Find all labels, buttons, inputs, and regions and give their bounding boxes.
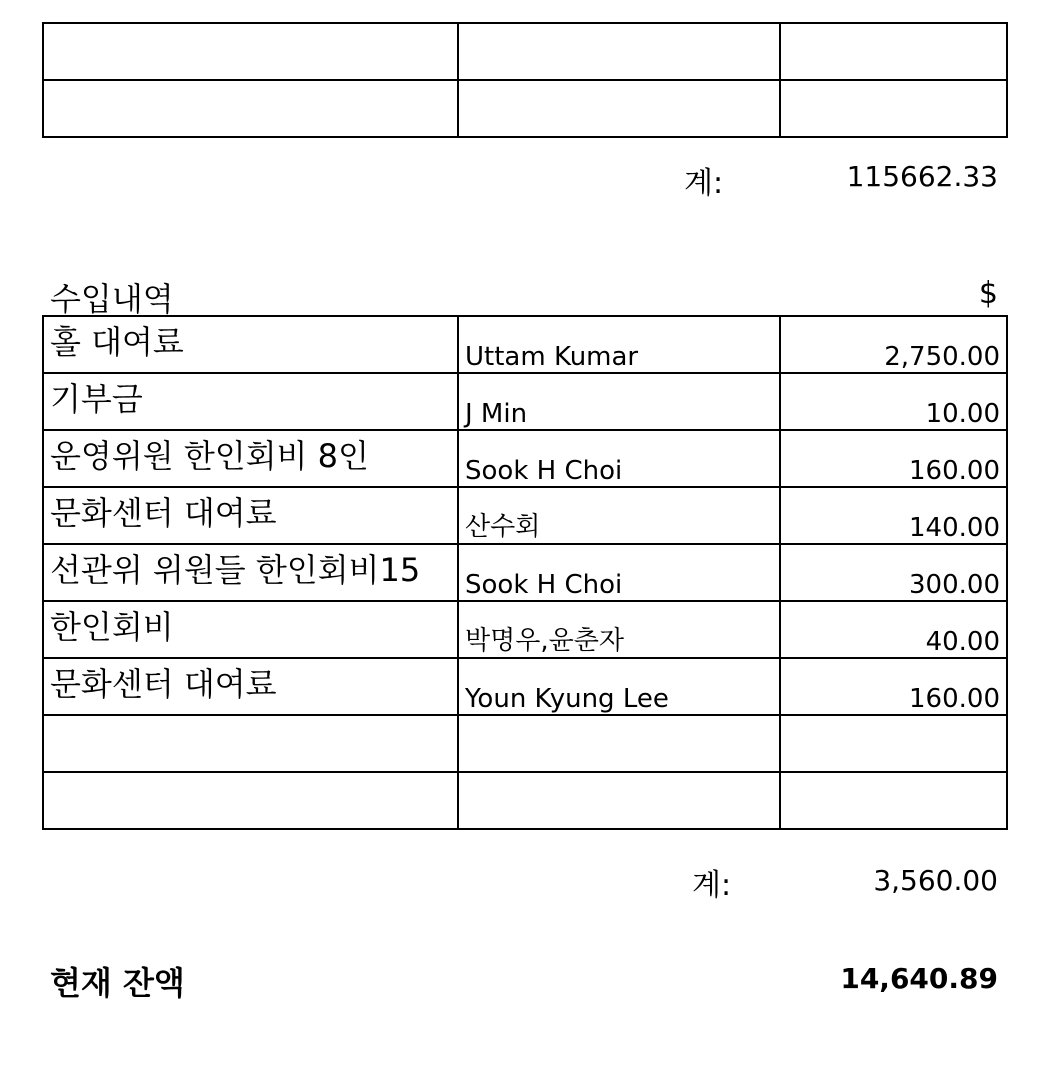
income-payer: 산수회 — [458, 487, 780, 544]
income-amount: 10.00 — [780, 373, 1007, 430]
income-description: 선관위 위원들 한인회비15 — [43, 544, 458, 601]
table-cell — [458, 80, 780, 137]
income-amount: 140.00 — [780, 487, 1007, 544]
income-payer: Sook H Choi — [458, 430, 780, 487]
expense-total-label: 계: — [684, 166, 724, 201]
income-description: 기부금 — [43, 373, 458, 430]
income-payer: Uttam Kumar — [458, 316, 780, 373]
table-row — [43, 80, 1007, 137]
income-payer: 박명우,윤춘자 — [458, 601, 780, 658]
income-description: 문화센터 대여료 — [43, 658, 458, 715]
income-description: 홀 대여료 — [43, 316, 458, 373]
table-cell — [43, 23, 458, 80]
income-amount: 300.00 — [780, 544, 1007, 601]
income-row — [43, 544, 1007, 601]
income-amount: 40.00 — [780, 601, 1007, 658]
income-row — [43, 430, 1007, 487]
income-row — [43, 658, 1007, 715]
income-row — [43, 316, 1007, 373]
balance-label: 현재 잔액 — [50, 964, 185, 1002]
income-amount: 160.00 — [780, 658, 1007, 715]
table-cell — [458, 23, 780, 80]
table-cell — [43, 772, 458, 829]
table-cell — [458, 772, 780, 829]
income-payer: Youn Kyung Lee — [458, 658, 780, 715]
table-cell — [780, 23, 1007, 80]
income-row — [43, 487, 1007, 544]
income-table — [42, 315, 1008, 830]
income-description: 문화센터 대여료 — [43, 487, 458, 544]
income-description: 운영위원 한인회비 8인 — [43, 430, 458, 487]
income-amount: 2,750.00 — [780, 316, 1007, 373]
currency-label: $ — [978, 276, 998, 311]
income-row — [43, 601, 1007, 658]
income-amount: 160.00 — [780, 430, 1007, 487]
table-cell — [458, 715, 780, 772]
expense-table — [42, 22, 1008, 138]
table-row — [43, 715, 1007, 772]
income-total-label: 계: — [692, 868, 732, 903]
table-cell — [43, 80, 458, 137]
income-title: 수입내역 — [50, 280, 174, 318]
income-total-value: 3,560.00 — [873, 864, 998, 897]
table-cell — [43, 715, 458, 772]
income-description: 한인회비 — [43, 601, 458, 658]
table-row — [43, 23, 1007, 80]
balance-value: 14,640.89 — [840, 962, 998, 995]
income-row — [43, 373, 1007, 430]
table-cell — [780, 772, 1007, 829]
income-payer: Sook H Choi — [458, 544, 780, 601]
table-row — [43, 772, 1007, 829]
income-payer: J Min — [458, 373, 780, 430]
table-cell — [780, 80, 1007, 137]
expense-total-value: 115662.33 — [846, 160, 998, 193]
table-cell — [780, 715, 1007, 772]
